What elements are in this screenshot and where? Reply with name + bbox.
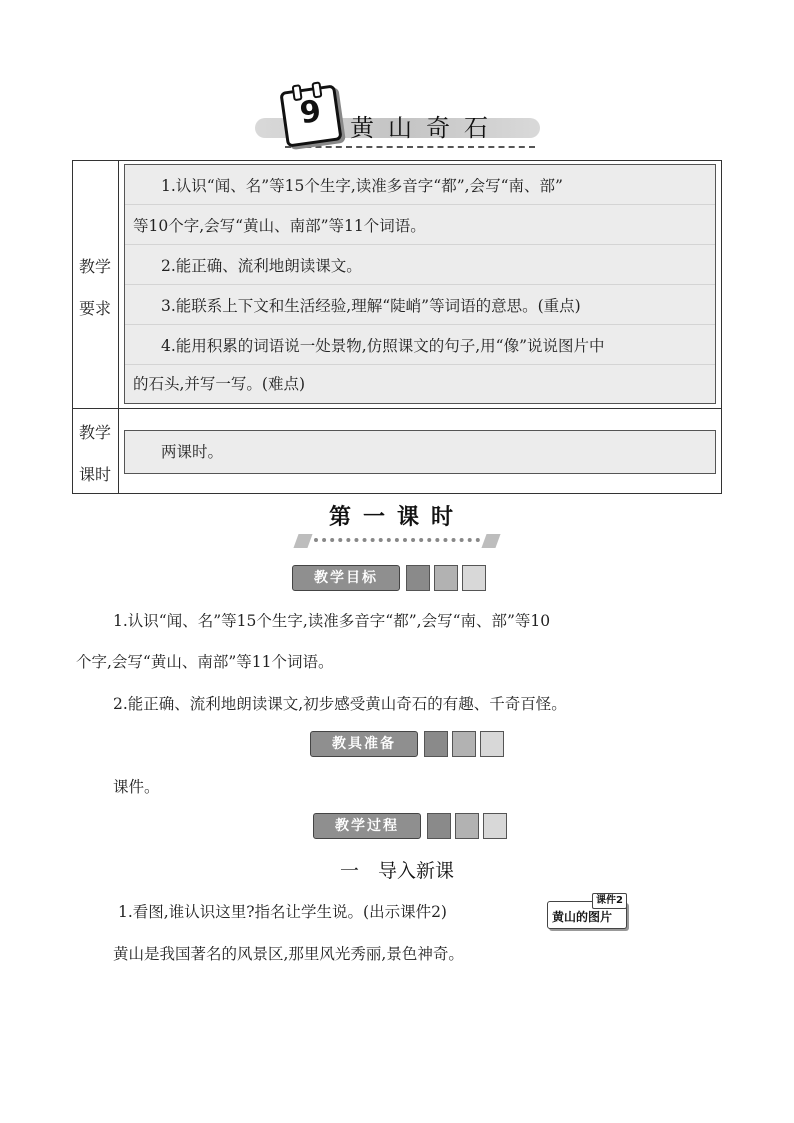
session-divider xyxy=(296,534,498,546)
requirements-table xyxy=(72,160,722,494)
goals-heading-label: 教学目标 xyxy=(292,565,400,591)
courseware-tag xyxy=(547,893,629,929)
divider-cap xyxy=(293,534,312,548)
lesson-header xyxy=(255,80,540,152)
lesson-number: 9 xyxy=(297,93,324,132)
heading-square xyxy=(434,565,458,591)
header-dashed-line xyxy=(285,146,535,148)
goals-label-line: 要求 xyxy=(78,299,111,318)
heading-square xyxy=(424,731,448,757)
divider-cap xyxy=(481,534,500,548)
hours-row-label xyxy=(72,412,118,496)
goal-line: 4.能用积累的词语说一处景物,仿照课文的句子,用“像”说说图片中 xyxy=(125,327,715,365)
hours-label-line: 教学 xyxy=(78,423,111,442)
heading-square xyxy=(427,813,451,839)
heading-square xyxy=(462,565,486,591)
goals-label-line: 教学 xyxy=(78,257,111,276)
tools-text: 课件。 xyxy=(113,778,160,796)
table-divider xyxy=(72,408,722,409)
divider-line xyxy=(314,538,480,542)
goal-line: 的石头,并写一写。(难点) xyxy=(133,375,306,393)
hours-box: 两课时。 xyxy=(124,430,716,474)
tools-heading-label: 教具准备 xyxy=(310,731,418,757)
heading-square xyxy=(480,731,504,757)
goals-row-label xyxy=(72,246,118,330)
process-step-detail: 黄山是我国著名的风景区,那里风光秀丽,景色神奇。 xyxy=(113,945,464,963)
heading-square xyxy=(452,731,476,757)
hours-label-line: 课时 xyxy=(78,465,111,484)
process-step: 1.看图,谁认识这里?指名让学生说。(出示课件2) xyxy=(118,903,447,921)
heading-square xyxy=(406,565,430,591)
session-title: 第一课时 xyxy=(328,505,465,530)
goal-line: 3.能联系上下文和生活经验,理解“陡峭”等词语的意思。(重点) xyxy=(125,287,715,325)
process-heading-label: 教学过程 xyxy=(313,813,421,839)
heading-square xyxy=(483,813,507,839)
goal-paragraph: 2.能正确、流利地朗读课文,初步感受黄山奇石的有趣、千奇百怪。 xyxy=(113,695,567,713)
process-subtitle: 一 导入新课 xyxy=(339,860,454,882)
goal-paragraph: 1.认识“闻、名”等15个生字,读准多音字“都”,会写“南、部”等10 xyxy=(113,612,551,630)
goal-line: 2.能正确、流利地朗读课文。 xyxy=(125,247,715,285)
heading-square xyxy=(455,813,479,839)
courseware-tab: 课件2 xyxy=(592,893,627,909)
courseware-label: 黄山的图片 xyxy=(552,910,613,924)
table-divider xyxy=(118,160,119,494)
goal-paragraph: 个字,会写“黄山、南部”等11个词语。 xyxy=(76,653,334,671)
lesson-title: 黄山奇石 xyxy=(350,114,502,142)
goal-line: 1.认识“闻、名”等15个生字,读准多音字“都”,会写“南、部” xyxy=(125,167,715,205)
goal-line: 等10个字,会写“黄山、南部”等11个词语。 xyxy=(125,207,715,245)
goals-box xyxy=(124,164,716,404)
calendar-icon xyxy=(279,84,342,147)
